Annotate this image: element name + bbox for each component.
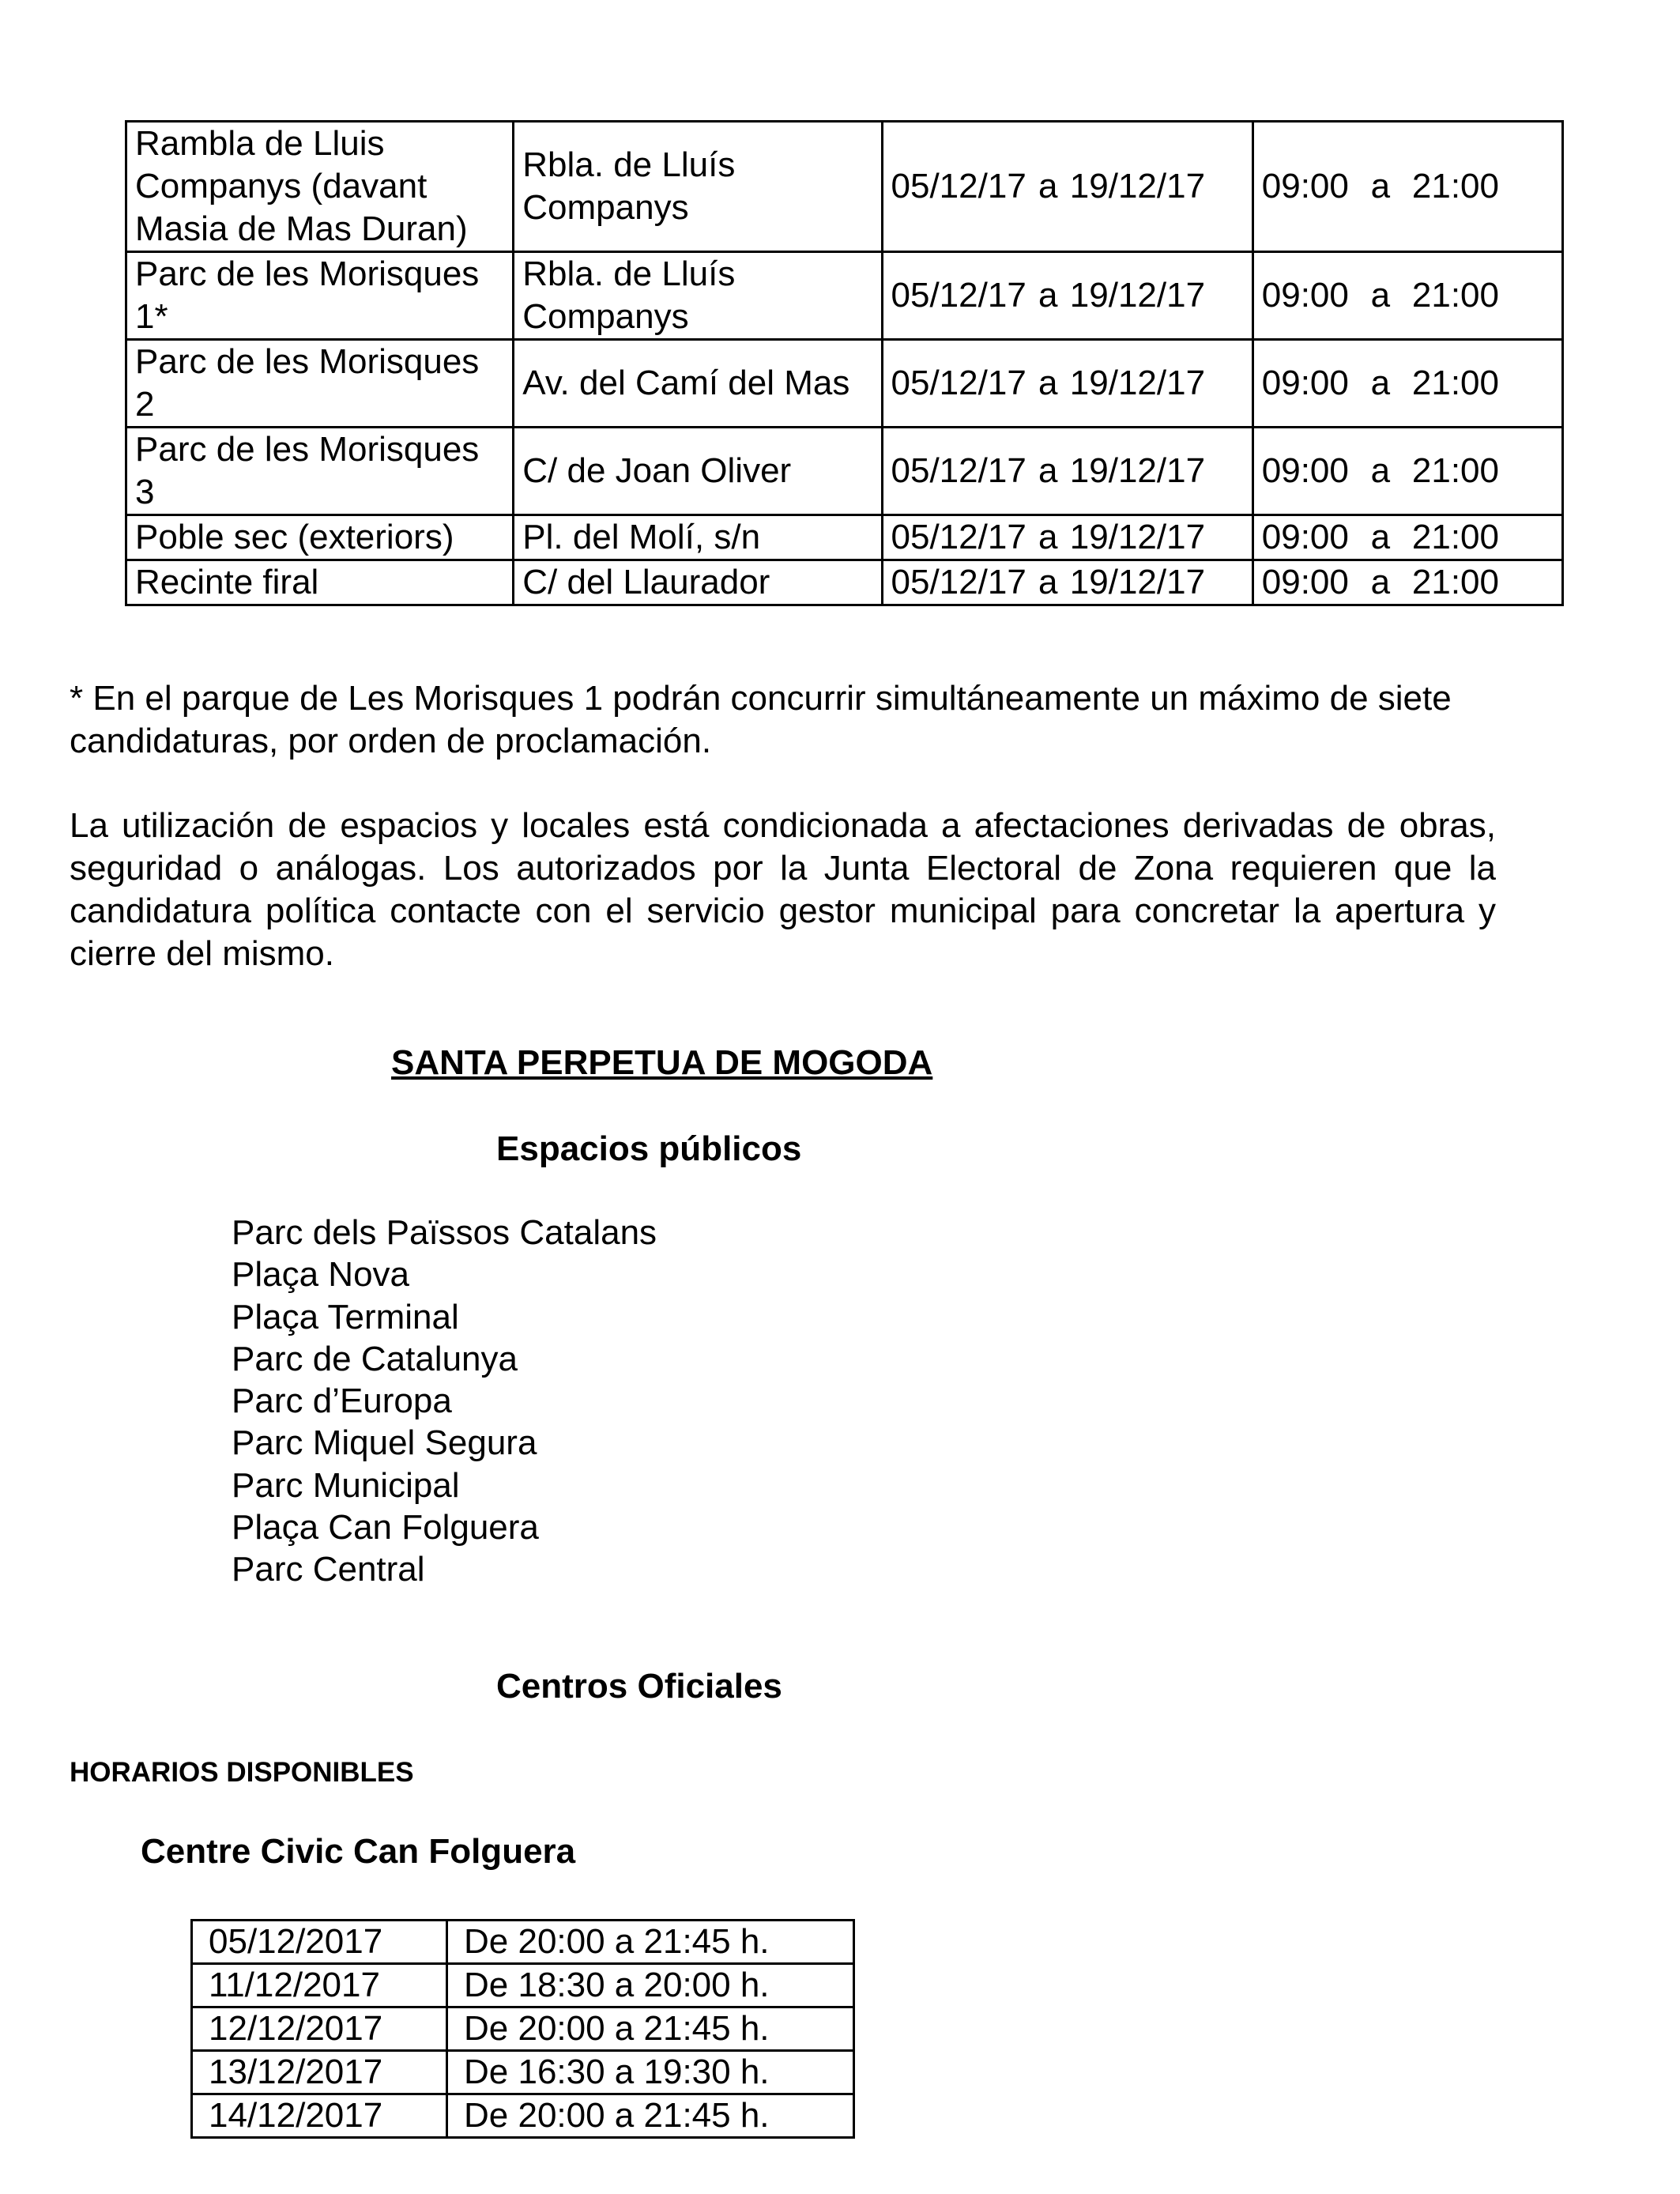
date-range-cell bbox=[882, 252, 1252, 340]
table-row bbox=[126, 122, 1563, 252]
schedule-hours: De 20:00 a 21:45 h. bbox=[447, 2094, 854, 2138]
schedule-table bbox=[190, 1919, 855, 2139]
list-item: Parc dels Païssos Catalans bbox=[232, 1213, 657, 1252]
table-row bbox=[192, 2007, 854, 2051]
official-centres-heading: Centros Oficiales bbox=[496, 1667, 782, 1706]
date-range-cell bbox=[882, 340, 1252, 428]
schedule-date: 12/12/2017 bbox=[192, 2007, 447, 2051]
date-from: 05/12/17 bbox=[891, 451, 1026, 490]
time-separator: a bbox=[1370, 364, 1391, 402]
time-from: 09:00 bbox=[1261, 364, 1349, 402]
list-item: Plaça Nova bbox=[232, 1255, 410, 1295]
date-from: 05/12/17 bbox=[891, 276, 1026, 315]
locations-table bbox=[125, 120, 1564, 606]
time-range-cell bbox=[1252, 515, 1562, 560]
list-item: Parc de Catalunya bbox=[232, 1339, 518, 1378]
date-separator: a bbox=[1038, 364, 1058, 402]
list-item: Parc d’Europa bbox=[232, 1382, 452, 1421]
schedule-date: 11/12/2017 bbox=[192, 1964, 447, 2007]
date-to: 19/12/17 bbox=[1069, 167, 1206, 205]
address-cell: Av. del Camí del Mas bbox=[514, 340, 882, 428]
place-cell: Rambla de Lluis Companys (davant Masia de Mas Duran) bbox=[126, 122, 514, 252]
date-range-cell bbox=[882, 122, 1252, 252]
time-from: 09:00 bbox=[1261, 167, 1349, 205]
table-row bbox=[126, 252, 1563, 340]
date-separator: a bbox=[1038, 518, 1058, 556]
place-cell: Recinte firal bbox=[126, 560, 514, 605]
conditions-paragraph: La utilización de espacios y locales está condicionada a afectaciones derivadas de obras, seguridad o análogas. Los autorizados por la Junta Electoral de Zona requieren que la candidatura política contacte con el servicio gestor municipal para concretar la apertura y cierre del mismo. bbox=[70, 806, 1496, 973]
address-cell: Rbla. de Lluís Companys bbox=[514, 252, 882, 340]
time-separator: a bbox=[1370, 451, 1391, 490]
date-separator: a bbox=[1038, 276, 1058, 315]
time-range-cell bbox=[1252, 340, 1562, 428]
list-item: Parc Central bbox=[232, 1550, 425, 1589]
address-cell: Rbla. de Lluís Companys bbox=[514, 122, 882, 252]
schedule-hours: De 20:00 a 21:45 h. bbox=[447, 2007, 854, 2051]
public-spaces-list bbox=[232, 1212, 657, 1591]
schedule-hours: De 18:30 a 20:00 h. bbox=[447, 1964, 854, 2007]
date-separator: a bbox=[1038, 563, 1058, 601]
place-cell: Parc de les Morisques 1* bbox=[126, 252, 514, 340]
time-to: 21:00 bbox=[1411, 563, 1499, 601]
date-separator: a bbox=[1038, 167, 1058, 205]
table-row bbox=[192, 1921, 854, 1964]
time-range-cell bbox=[1252, 428, 1562, 515]
schedule-date: 13/12/2017 bbox=[192, 2051, 447, 2094]
time-separator: a bbox=[1370, 518, 1391, 556]
time-range-cell bbox=[1252, 122, 1562, 252]
date-separator: a bbox=[1038, 451, 1058, 490]
list-item: Plaça Terminal bbox=[232, 1297, 459, 1336]
list-item: Plaça Can Folguera bbox=[232, 1508, 539, 1547]
time-from: 09:00 bbox=[1261, 451, 1349, 490]
place-cell: Parc de les Morisques 2 bbox=[126, 340, 514, 428]
address-cell: C/ de Joan Oliver bbox=[514, 428, 882, 515]
table-row bbox=[192, 2051, 854, 2094]
list-item: Parc Miquel Segura bbox=[232, 1423, 537, 1463]
date-range-cell bbox=[882, 560, 1252, 605]
table-row bbox=[126, 560, 1563, 605]
address-cell: Pl. del Molí, s/n bbox=[514, 515, 882, 560]
date-from: 05/12/17 bbox=[891, 563, 1026, 601]
time-to: 21:00 bbox=[1411, 167, 1499, 205]
time-separator: a bbox=[1370, 167, 1391, 205]
schedule-hours: De 20:00 a 21:45 h. bbox=[447, 1921, 854, 1964]
date-to: 19/12/17 bbox=[1069, 364, 1206, 402]
date-to: 19/12/17 bbox=[1069, 451, 1206, 490]
date-from: 05/12/17 bbox=[891, 167, 1026, 205]
date-from: 05/12/17 bbox=[891, 364, 1026, 402]
time-range-cell bbox=[1252, 252, 1562, 340]
date-range-cell bbox=[882, 428, 1252, 515]
date-from: 05/12/17 bbox=[891, 518, 1026, 556]
public-spaces-heading: Espacios públicos bbox=[496, 1129, 802, 1168]
time-range-cell bbox=[1252, 560, 1562, 605]
date-to: 19/12/17 bbox=[1069, 518, 1206, 556]
table-row bbox=[192, 2094, 854, 2138]
schedule-date: 05/12/2017 bbox=[192, 1921, 447, 1964]
time-to: 21:00 bbox=[1411, 364, 1499, 402]
schedules-label: HORARIOS DISPONIBLES bbox=[70, 1757, 414, 1788]
footnote-paragraph: * En el parque de Les Morisques 1 podrán concurrir simultáneamente un máximo de siete candidaturas, por orden de proclamación. bbox=[70, 679, 1452, 760]
place-cell: Parc de les Morisques 3 bbox=[126, 428, 514, 515]
centre-name: Centre Civic Can Folguera bbox=[141, 1832, 576, 1871]
time-from: 09:00 bbox=[1261, 518, 1349, 556]
city-heading: SANTA PERPETUA DE MOGODA bbox=[391, 1043, 933, 1082]
date-to: 19/12/17 bbox=[1069, 276, 1206, 315]
list-item: Parc Municipal bbox=[232, 1465, 460, 1505]
time-separator: a bbox=[1370, 563, 1391, 601]
address-cell: C/ del Llaurador bbox=[514, 560, 882, 605]
table-row bbox=[126, 428, 1563, 515]
table-row bbox=[126, 515, 1563, 560]
date-range-cell bbox=[882, 515, 1252, 560]
place-cell: Poble sec (exteriors) bbox=[126, 515, 514, 560]
time-from: 09:00 bbox=[1261, 563, 1349, 601]
schedule-hours: De 16:30 a 19:30 h. bbox=[447, 2051, 854, 2094]
time-to: 21:00 bbox=[1411, 518, 1499, 556]
time-to: 21:00 bbox=[1411, 451, 1499, 490]
table-row bbox=[126, 340, 1563, 428]
table-row bbox=[192, 1964, 854, 2007]
schedule-date: 14/12/2017 bbox=[192, 2094, 447, 2138]
date-to: 19/12/17 bbox=[1069, 563, 1206, 601]
time-separator: a bbox=[1370, 276, 1391, 315]
time-from: 09:00 bbox=[1261, 276, 1349, 315]
time-to: 21:00 bbox=[1411, 276, 1499, 315]
